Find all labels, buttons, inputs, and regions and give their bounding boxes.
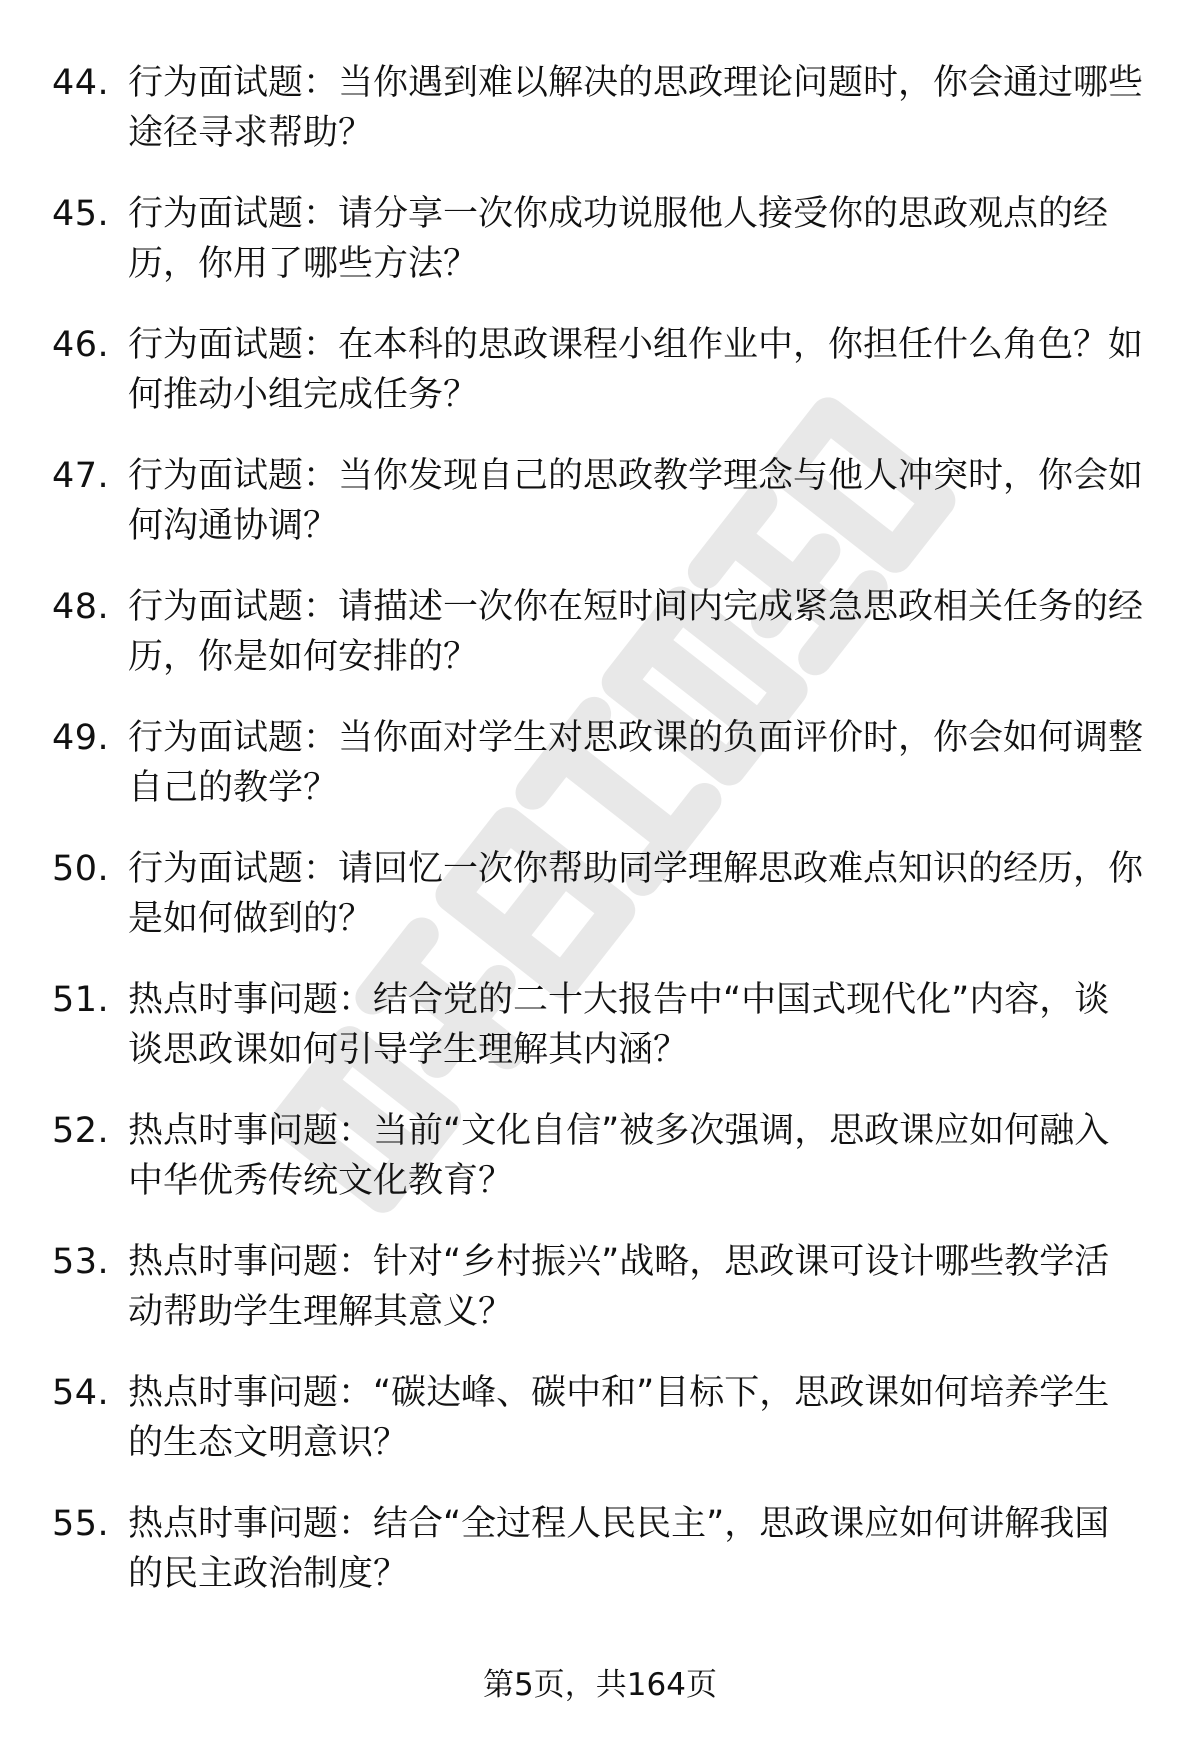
question-text: 行为面试题：在本科的思政课程小组作业中，你担任什么角色？如何推动小组完成任务？ [128, 325, 1144, 415]
question-text: 行为面试题：当你发现自己的思政教学理念与他人冲突时，你会如何沟通协调？ [128, 456, 1144, 546]
question-number: 50. [52, 849, 110, 889]
question-number: 51. [52, 980, 110, 1020]
question-number: 49. [52, 718, 110, 758]
question-item [52, 451, 1152, 582]
question-number: 53. [52, 1242, 110, 1282]
question-text: 行为面试题：请分享一次你成功说服他人接受你的思政观点的经历，你用了哪些方法？ [128, 194, 1109, 284]
question-number: 46. [52, 325, 110, 365]
question-item [52, 189, 1152, 320]
question-number: 54. [52, 1373, 110, 1413]
question-text: 行为面试题：当你面对学生对思政课的负面评价时，你会如何调整自己的教学？ [128, 718, 1144, 808]
question-number: 45. [52, 194, 110, 234]
question-item [52, 58, 1152, 189]
question-text: 行为面试题：当你遇到难以解决的思政理论问题时，你会通过哪些途径寻求帮助？ [128, 63, 1144, 153]
question-item [52, 713, 1152, 844]
question-item [52, 1368, 1152, 1499]
question-text: 热点时事问题：当前“文化自信”被多次强调，思政课应如何融入中华优秀传统文化教育？ [128, 1111, 1110, 1201]
question-item [52, 320, 1152, 451]
question-item [52, 582, 1152, 713]
question-text: 行为面试题：请回忆一次你帮助同学理解思政难点知识的经历，你是如何做到的？ [128, 849, 1144, 939]
question-text: 热点时事问题：针对“乡村振兴”战略，思政课可设计哪些教学活动帮助学生理解其意义？ [128, 1242, 1110, 1332]
question-number: 47. [52, 456, 110, 496]
question-number: 52. [52, 1111, 110, 1151]
question-item [52, 844, 1152, 975]
question-item [52, 1237, 1152, 1368]
question-item [52, 975, 1152, 1106]
question-text: 热点时事问题：结合“全过程人民民主”，思政课应如何讲解我国的民主政治制度？ [128, 1504, 1110, 1594]
question-text: 热点时事问题：结合党的二十大报告中“中国式现代化”内容，谈谈思政课如何引导学生理解其内涵？ [128, 980, 1110, 1070]
question-text: 热点时事问题：“碳达峰、碳中和”目标下，思政课如何培养学生的生态文明意识？ [128, 1373, 1110, 1463]
question-number: 44. [52, 63, 110, 103]
question-number: 55. [52, 1504, 110, 1544]
question-list [52, 58, 1152, 1630]
page-footer: 第5页，共164页 [483, 1667, 717, 1703]
question-text: 行为面试题：请描述一次你在短时间内完成紧急思政相关任务的经历，你是如何安排的？ [128, 587, 1144, 677]
question-item [52, 1106, 1152, 1237]
question-number: 48. [52, 587, 110, 627]
question-item [52, 1499, 1152, 1630]
